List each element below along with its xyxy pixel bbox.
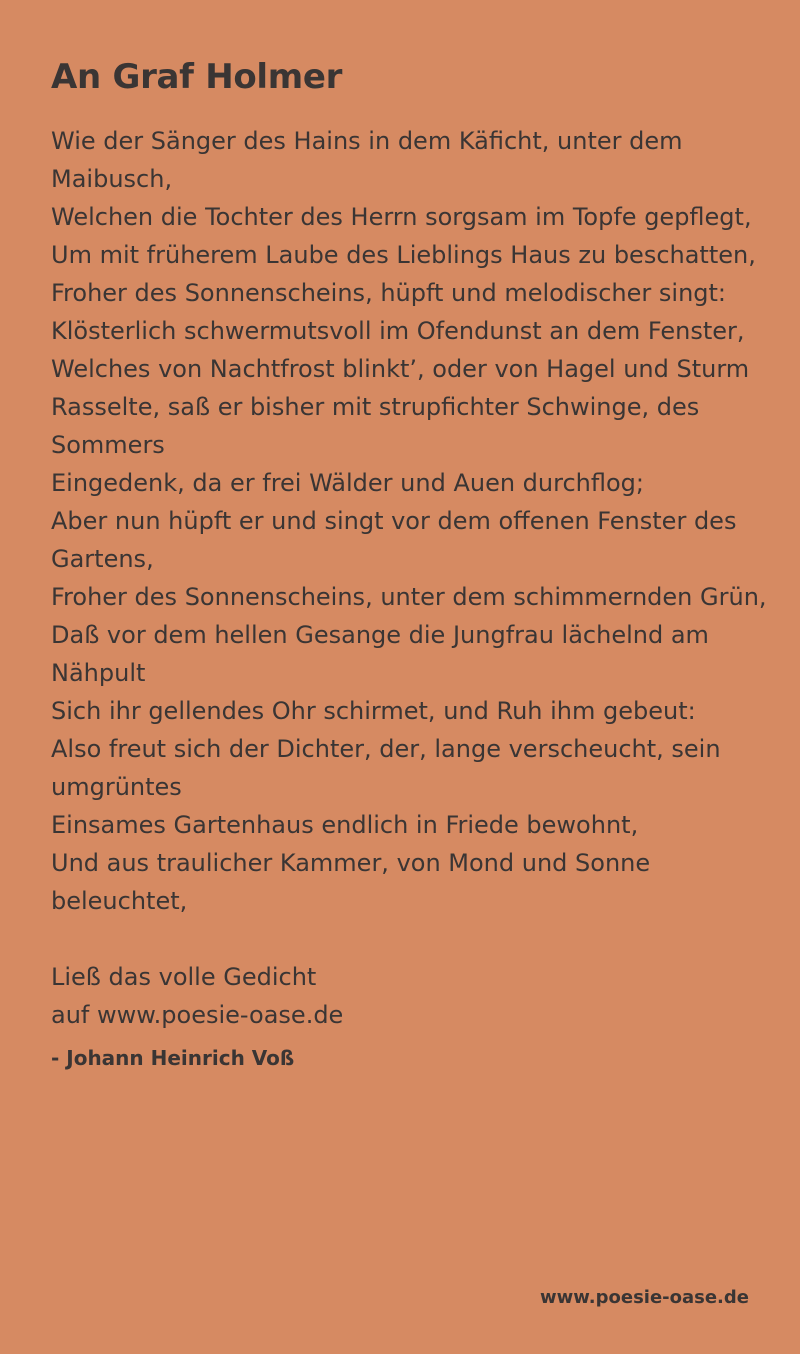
- poem-author: - Johann Heinrich Voß: [51, 1046, 295, 1070]
- closing-line: auf www.poesie-oase.de: [51, 1001, 344, 1029]
- stanza-gap: [51, 920, 771, 958]
- poem-line: Also freut sich der Dichter, der, lange verscheucht, sein umgrüntes: [51, 735, 721, 801]
- poem-line: Welchen die Tochter des Herrn sorgsam im Topfe gepflegt,: [51, 203, 752, 231]
- poem-line: Und aus traulicher Kammer, von Mond und Sonne beleuchtet,: [51, 849, 651, 915]
- poem-line: Welches von Nachtfrost blinkt’, oder von Hagel und Sturm: [51, 355, 750, 383]
- poem-line: Wie der Sänger des Hains in dem Käficht, unter dem Maibusch,: [51, 127, 683, 193]
- poem-line: Froher des Sonnenscheins, hüpft und melodischer singt:: [51, 279, 727, 307]
- closing-line: Ließ das volle Gedicht: [51, 963, 317, 991]
- poem-line: Aber nun hüpft er und singt vor dem offenen Fenster des Gartens,: [51, 507, 737, 573]
- poem-line: Einsames Gartenhaus endlich in Friede bewohnt,: [51, 811, 639, 839]
- poem-card: [51, 54, 771, 1074]
- poem-line: Um mit früherem Laube des Lieblings Haus zu beschatten,: [51, 241, 756, 269]
- poem-line: Klösterlich schwermutsvoll im Ofendunst an dem Fenster,: [51, 317, 745, 345]
- footer-website: www.poesie-oase.de: [540, 1287, 749, 1308]
- poem-title: An Graf Holmer: [51, 57, 343, 97]
- poem-line: Eingedenk, da er frei Wälder und Auen durchflog;: [51, 469, 644, 497]
- poem-line: Froher des Sonnenscheins, unter dem schimmernden Grün,: [51, 583, 767, 611]
- poem-line: Daß vor dem hellen Gesange die Jungfrau lächelnd am Nähpult: [51, 621, 709, 687]
- poem-line: Sich ihr gellendes Ohr schirmet, und Ruh ihm gebeut:: [51, 697, 696, 725]
- poem-line: Rasselte, saß er bisher mit strupfichter Schwinge, des Sommers: [51, 393, 700, 459]
- poem-body: [51, 122, 771, 920]
- closing-note: [51, 958, 771, 1034]
